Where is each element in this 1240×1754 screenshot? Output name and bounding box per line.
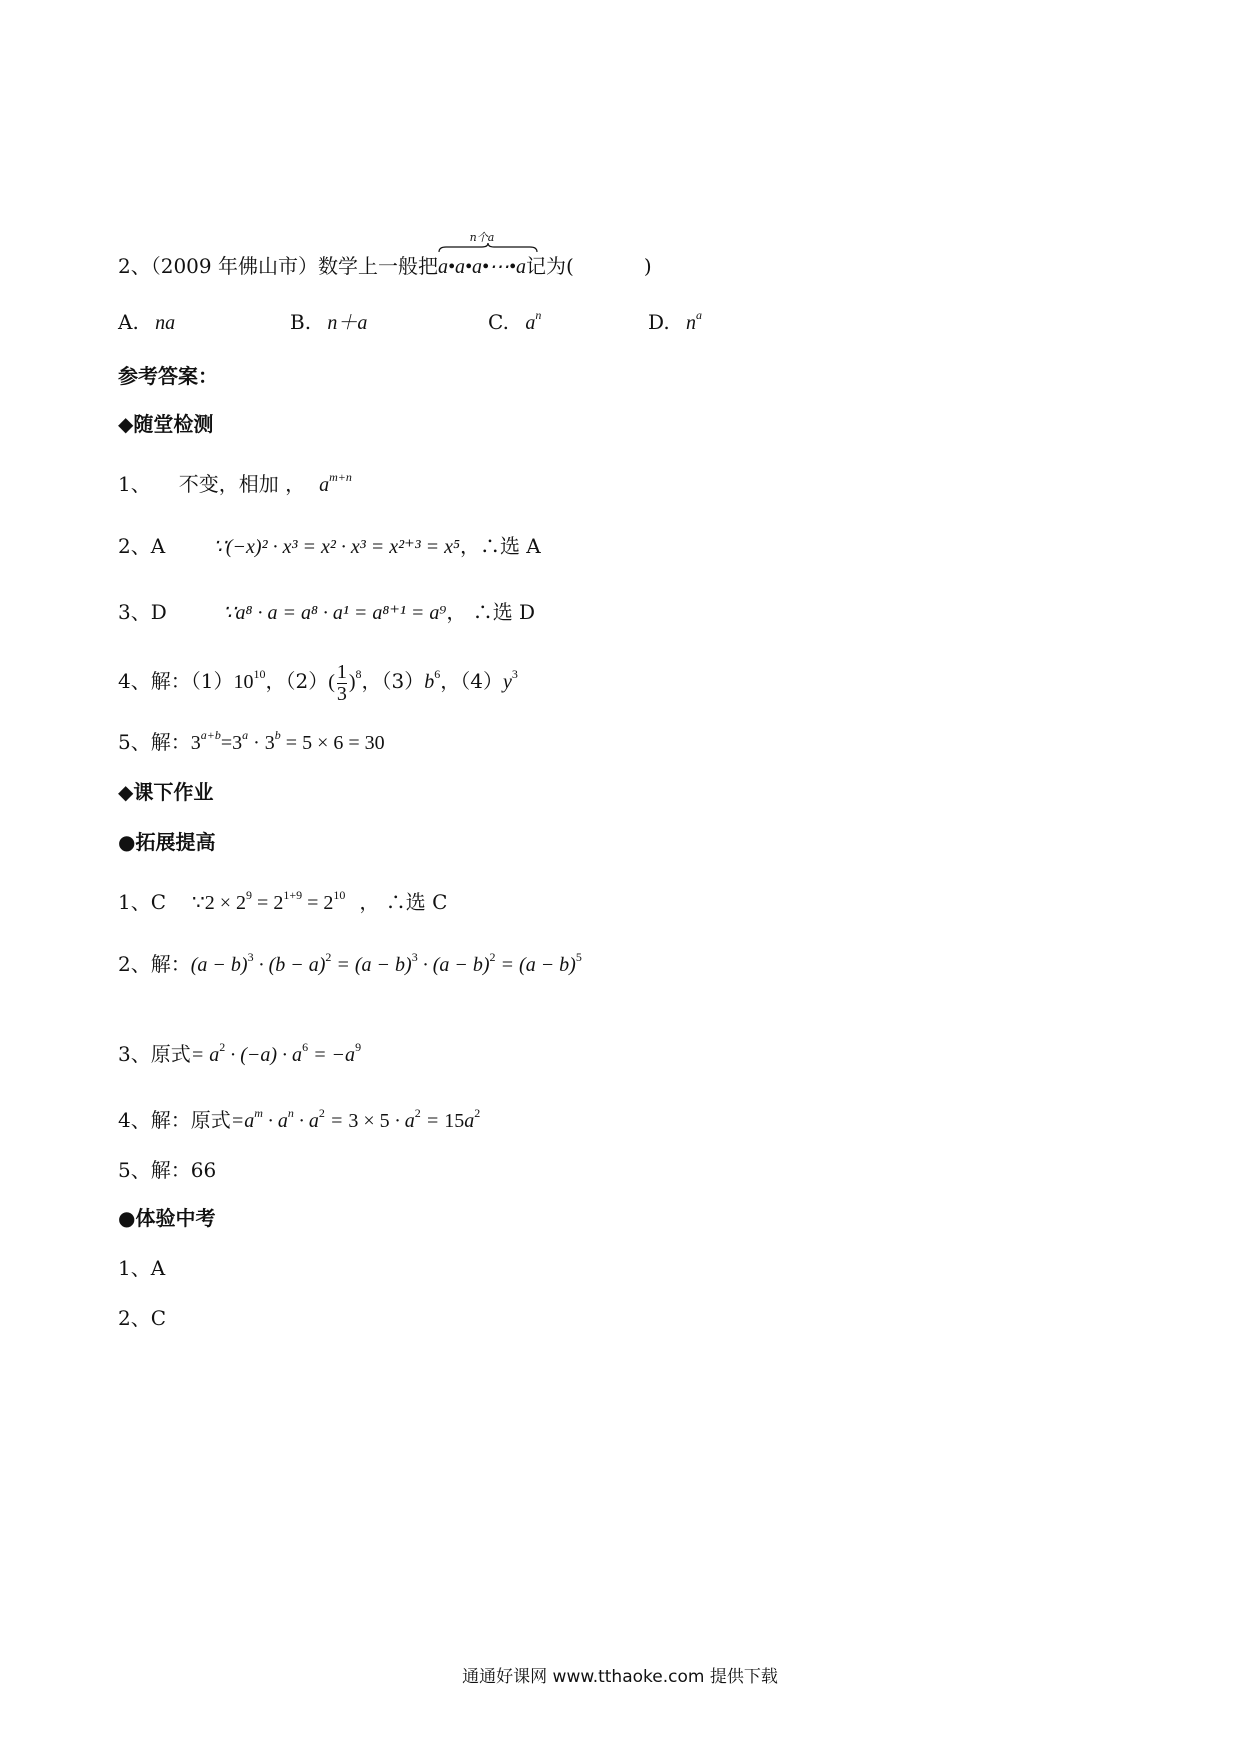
classroom-answer-2-num: 2、A <box>118 534 166 558</box>
brace-label: n个a <box>469 231 495 244</box>
classroom-answer-4: 4、解：$(1)10^{10}$，（2）( $\frac{1}{3}$ )$^8$，$(3)b^6$，$(4)y^3$ <box>118 661 518 705</box>
extend-answer-1-num: 1、C <box>118 890 167 914</box>
classroom-answer-4-part1: （1） <box>190 669 234 694</box>
classroom-answer-5-num: 5、解： <box>118 730 191 754</box>
classroom-answer-4-v1-exp: 10 <box>253 667 266 682</box>
classroom-answer-3 <box>118 602 535 623</box>
option-c <box>488 308 542 334</box>
classroom-answer-1-text: 不变，相加 ， <box>178 472 306 496</box>
classroom-answer-4-v1-base: 10 <box>233 671 254 694</box>
classroom-answer-2-tail: ，∴选 A <box>459 534 541 558</box>
classroom-answer-4-part2: ，（2） <box>265 669 329 694</box>
option-d-letter: D. <box>648 310 670 334</box>
exam-answer-2: 2、C <box>118 1306 167 1330</box>
classroom-answer-4-v3-exp: 6 <box>434 667 441 682</box>
section-classroom: ◆随堂检测 <box>118 412 214 436</box>
classroom-answer-4-v4-base: y <box>503 671 512 694</box>
option-c-letter: C. <box>488 310 509 334</box>
classroom-answer-1-num: 1、 <box>118 472 151 496</box>
option-a-letter: A. <box>118 310 139 334</box>
extend-answer-3: 3、原式= $a^2 \cdot (-a) \cdot a^6 = -a^9$ <box>118 1040 362 1066</box>
section-homework: ◆课下作业 <box>118 780 214 804</box>
answers-title: 参考答案： <box>118 364 218 388</box>
classroom-answer-2 <box>118 536 541 557</box>
classroom-answer-2-expr: ∵(−x)² · x³ = x² · x³ = x²⁺³ = x⁵ <box>213 536 460 558</box>
classroom-answer-3-num: 3、D <box>118 600 167 624</box>
option-c-base: a <box>525 312 536 334</box>
option-d <box>648 308 703 334</box>
overbrace <box>438 243 538 253</box>
extend-answer-3-num: 3、原式 <box>118 1042 191 1066</box>
extend-answer-5: 5、解：66 <box>118 1158 217 1182</box>
option-c-exp: n <box>535 308 542 322</box>
classroom-answer-4-num: 4、解： <box>118 669 191 694</box>
extend-answer-1-tail: ， ∴选 C <box>359 890 448 914</box>
fraction-denominator: 3 <box>336 683 347 705</box>
classroom-answer-3-tail: ， ∴选 D <box>446 600 536 624</box>
classroom-answer-1-exp: m+n <box>329 470 352 484</box>
fraction-one-third <box>337 662 347 705</box>
classroom-answer-1 <box>118 470 352 496</box>
question-2-suffix: 记为( <box>526 254 574 278</box>
question-2-prefix: 2、（2009 年佛山市）数学上一般把 <box>118 254 438 278</box>
classroom-answer-1-base: a <box>319 474 330 496</box>
option-b-value: n＋a <box>327 312 368 334</box>
extend-answer-4-num: 4、解：原式 <box>118 1108 231 1132</box>
product-expression: a•a•a•⋯•a <box>437 256 526 278</box>
classroom-answer-4-part3: ，（3） <box>361 669 425 694</box>
classroom-answer-3-expr: ∵a⁸ · a = a⁸ · a¹ = a⁸⁺¹ = a⁹ <box>222 602 447 624</box>
option-d-base: n <box>686 312 697 334</box>
classroom-answer-4-v3-base: b <box>424 671 435 694</box>
fraction-numerator: 1 <box>336 661 347 683</box>
section-extend: ●拓展提高 <box>118 830 216 854</box>
section-exam: ●体验中考 <box>118 1206 216 1230</box>
question-2 <box>118 231 652 278</box>
option-b <box>290 312 367 333</box>
classroom-answer-4-part4: ，（4） <box>440 669 504 694</box>
classroom-answer-5: 5、解：$3^{a+b}=3^a \cdot 3^b = 5 \times 6 = 30$ <box>118 728 385 754</box>
fraction-exp: 8 <box>355 667 362 682</box>
option-a <box>118 312 175 333</box>
classroom-answer-5-expr-tail: = 5 × 6 = 30 <box>285 732 385 754</box>
question-2-close: ) <box>643 254 652 278</box>
extend-answer-4: 4、解：原式$=a^m \cdot a^n \cdot a^2 = 3 \times 5 \cdot a^2 = 15a^2$ <box>118 1106 481 1132</box>
classroom-answer-4-v4-exp: 3 <box>511 667 518 682</box>
option-d-exp: a <box>696 308 703 322</box>
extend-answer-2-num: 2、解： <box>118 952 191 976</box>
footer-text: 通通好课网 www.tthaoke.com 提供下载 <box>462 1667 778 1687</box>
extend-answer-2: 2、解：$(a - b)^3 \cdot (b - a)^2 = (a - b)^3 \cdot (a - b)^2 = (a - b)^5$ <box>118 950 582 976</box>
exam-answer-1: 1、A <box>118 1256 166 1280</box>
option-b-letter: B. <box>290 310 312 334</box>
option-a-value: na <box>155 312 176 334</box>
product-with-brace <box>437 231 526 278</box>
extend-answer-1: 1、C ∵2 × $2^9 = 2^{1+9} = 2^{10}$ ， ∴选 C <box>118 888 448 914</box>
